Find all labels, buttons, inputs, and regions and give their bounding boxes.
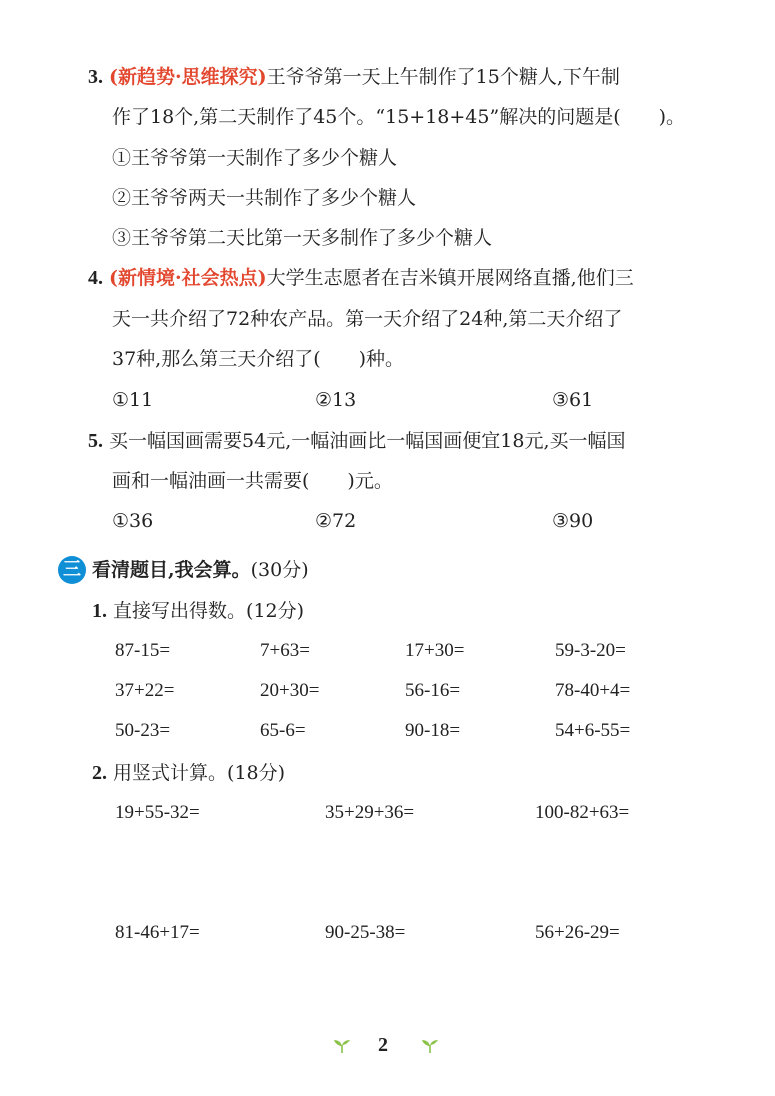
- part2-heading: [92, 760, 285, 786]
- q4-line1: [88, 265, 634, 291]
- q3-text1: 王爷爷第一天上午制作了15个糖人,下午制: [266, 66, 620, 88]
- q5-option-2: ②72: [315, 510, 357, 532]
- part1-number: 1.: [92, 600, 107, 622]
- q3-number: 3.: [88, 66, 103, 88]
- q4-line3: 37种,那么第三天介绍了( )种。: [112, 348, 405, 370]
- calc-item: 54+6-55=: [555, 720, 631, 741]
- sprout-icon-left: [332, 1036, 352, 1054]
- q5-text1: 买一幅国画需要54元,一幅油画比一幅国画便宜18元,买一幅国: [109, 430, 626, 452]
- q5-option-3: ③90: [552, 510, 594, 532]
- section-title: [92, 556, 309, 584]
- part1-title: 直接写出得数。(12分): [113, 600, 305, 622]
- sprout-icon-right: [420, 1036, 440, 1054]
- calc-item: 59-3-20=: [555, 640, 626, 661]
- q5-option-1: ①36: [112, 510, 154, 532]
- page-number: 2: [378, 1034, 388, 1056]
- q4-option-1: ①11: [112, 389, 154, 411]
- q5-line2: 画和一幅油画一共需要( )元。: [112, 470, 393, 492]
- q3-line2: 作了18个,第二天制作了45个。“15+18+45”解决的问题是( )。: [112, 106, 686, 128]
- vertical-calc-item: 100-82+63=: [535, 802, 630, 823]
- part2-title: 用竖式计算。(18分): [113, 762, 286, 784]
- calc-item: 65-6=: [260, 720, 306, 741]
- calc-item: 7+63=: [260, 640, 310, 661]
- q4-text1: 大学生志愿者在吉米镇开展网络直播,他们三: [266, 267, 634, 289]
- calc-item: 87-15=: [115, 640, 171, 661]
- q5-line1: [88, 428, 625, 454]
- calc-item: 20+30=: [260, 680, 320, 701]
- calc-item: 78-40+4=: [555, 680, 631, 701]
- q3-line1: [88, 64, 620, 90]
- q4-line2: 天一共介绍了72种农产品。第一天介绍了24种,第二天介绍了: [112, 308, 623, 330]
- part2-number: 2.: [92, 762, 107, 784]
- q4-option-3: ③61: [552, 389, 594, 411]
- calc-item: 90-18=: [405, 720, 461, 741]
- section-number-badge: 三: [58, 556, 86, 584]
- q3-option-3: ③王爷爷第二天比第一天多制作了多少个糖人: [112, 227, 493, 249]
- calc-item: 37+22=: [115, 680, 175, 701]
- vertical-calc-item: 56+26-29=: [535, 922, 620, 943]
- calc-item: 56-16=: [405, 680, 461, 701]
- q4-tag: (新情境·社会热点): [109, 267, 267, 289]
- vertical-calc-item: 19+55-32=: [115, 802, 200, 823]
- q4-number: 4.: [88, 267, 103, 289]
- q3-tag: (新趋势·思维探究): [109, 66, 267, 88]
- section-score: (30分): [250, 559, 309, 581]
- part1-heading: [92, 598, 304, 624]
- q3-option-2: ②王爷爷两天一共制作了多少个糖人: [112, 187, 417, 209]
- calc-item: 17+30=: [405, 640, 465, 661]
- section-title-text: 看清题目,我会算。: [92, 559, 251, 581]
- q5-number: 5.: [88, 430, 103, 452]
- vertical-calc-item: 81-46+17=: [115, 922, 200, 943]
- vertical-calc-item: 90-25-38=: [325, 922, 406, 943]
- q4-option-2: ②13: [315, 389, 357, 411]
- q3-option-1: ①王爷爷第一天制作了多少个糖人: [112, 147, 398, 169]
- calc-item: 50-23=: [115, 720, 171, 741]
- vertical-calc-item: 35+29+36=: [325, 802, 415, 823]
